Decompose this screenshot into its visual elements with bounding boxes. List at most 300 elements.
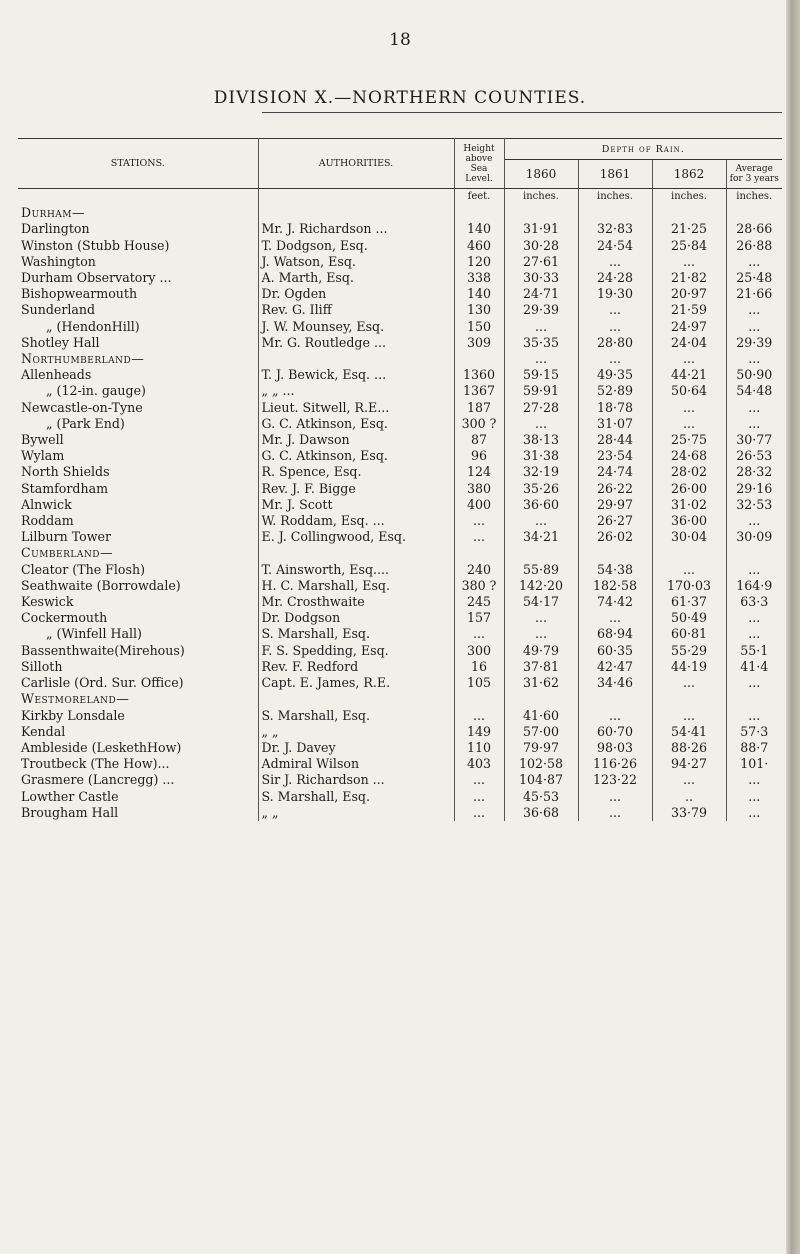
cell-y1862: 50·49 (652, 610, 726, 626)
cell-height: 245 (454, 594, 504, 610)
cell-y1861: ... (578, 302, 652, 318)
cell-y1861: 26·22 (578, 481, 652, 497)
authority-name: Rev. G. Iliff (258, 302, 454, 318)
cell-height: 400 (454, 497, 504, 513)
cell-y1862 (652, 545, 726, 561)
authority-name: A. Marth, Esq. (258, 270, 454, 286)
station-name: Newcastle-on-Tyne (18, 400, 258, 416)
division-title: DIVISION X.—NORTHERN COUNTIES. (213, 88, 587, 108)
station-name: Wylam (18, 448, 258, 464)
station-name: „ (Winfell Hall) (18, 626, 258, 642)
station-row (18, 756, 782, 772)
station-name: Lowther Castle (18, 789, 258, 805)
station-name: Bywell (18, 432, 258, 448)
cell-avg: ... (748, 788, 761, 804)
cell-y1860: 29·39 (504, 302, 578, 318)
cell-y1860: 24·71 (504, 286, 578, 302)
station-row (18, 221, 782, 237)
cell-y1861: 28·44 (578, 432, 652, 448)
region-name: Cumberland— (18, 545, 258, 561)
cell-y1860: 55·89 (504, 562, 578, 578)
cell-avg: 25·48 (736, 270, 773, 286)
header-authorities: AUTHORITIES. (258, 139, 454, 189)
header-year-1862: 1862 (652, 160, 726, 189)
station-row (18, 335, 782, 351)
station-name: Silloth (18, 659, 258, 675)
cell-height: 240 (454, 562, 504, 578)
station-row (18, 319, 782, 335)
cell-y1862: 54·41 (652, 724, 726, 740)
header-year-1860: 1860 (504, 160, 578, 189)
cell-y1861: 29·97 (578, 497, 652, 513)
cell-y1861: 31·07 (578, 416, 652, 432)
cell-y1861: ... (578, 708, 652, 724)
station-row (18, 724, 782, 740)
cell-y1861: 182·58 (578, 578, 652, 594)
cell-avg: ... (748, 399, 761, 415)
station-row (18, 626, 782, 642)
cell-avg: ... (748, 253, 761, 269)
cell-y1860: 41·60 (504, 708, 578, 724)
region-name: Westmoreland— (18, 691, 258, 707)
cell-y1862: 60·81 (652, 626, 726, 642)
cell-avg: 41·4 (740, 658, 769, 674)
authority-name: Dr. J. Davey (258, 740, 454, 756)
cell-y1862 (652, 205, 726, 221)
cell-y1861 (578, 545, 652, 561)
cell-y1860: 35·35 (504, 335, 578, 351)
cell-avg: ... (748, 772, 761, 788)
cell-y1861: ... (578, 351, 652, 367)
cell-height: 380 (454, 481, 504, 497)
cell-height: 300 ? (454, 416, 504, 432)
station-row (18, 513, 782, 529)
cell-y1862: ... (652, 351, 726, 367)
cell-y1862: 21·82 (652, 270, 726, 286)
region-name: Northumberland— (18, 351, 258, 367)
authority-name: Mr. Crosthwaite (258, 594, 454, 610)
cell-y1861: 26·27 (578, 513, 652, 529)
page-number: 18 (389, 30, 411, 50)
cell-avg: 88·7 (740, 739, 769, 755)
cell-avg: 63·3 (740, 594, 769, 610)
cell-y1860: 54·17 (504, 594, 578, 610)
cell-y1861: 54·38 (578, 562, 652, 578)
cell-y1860: 59·15 (504, 367, 578, 383)
cell-avg: 26·53 (736, 448, 773, 464)
cell-y1860: 59·91 (504, 383, 578, 399)
cell-y1861: ... (578, 805, 652, 821)
page-edge-shadow (786, 0, 800, 1254)
authority-name: Dr. Dodgson (258, 610, 454, 626)
cell-y1862: ... (652, 675, 726, 691)
cell-height (454, 351, 504, 367)
cell-height: 16 (454, 659, 504, 675)
cell-y1861: ... (578, 610, 652, 626)
station-name: Lilburn Tower (18, 529, 258, 545)
authority-name: T. J. Bewick, Esq. ... (258, 367, 454, 383)
cell-y1862: 21·25 (652, 221, 726, 237)
rainfall-table (18, 138, 782, 821)
station-row (18, 594, 782, 610)
station-name: Darlington (18, 221, 258, 237)
station-row (18, 302, 782, 318)
station-name: Bishopwearmouth (18, 286, 258, 302)
authority-name: Capt. E. James, R.E. (258, 675, 454, 691)
cell-y1860: ... (504, 513, 578, 529)
cell-y1862: 30·04 (652, 529, 726, 545)
region-row (18, 691, 782, 707)
cell-y1862: 55·29 (652, 643, 726, 659)
cell-avg: ... (748, 804, 761, 820)
cell-avg: ... (748, 302, 761, 318)
cell-y1862: 20·97 (652, 286, 726, 302)
cell-y1861: 24·74 (578, 464, 652, 480)
authority-name: W. Roddam, Esq. ... (258, 513, 454, 529)
cell-height: 1360 (454, 367, 504, 383)
cell-y1861: 68·94 (578, 626, 652, 642)
cell-y1860 (504, 205, 578, 221)
cell-y1862: 36·00 (652, 513, 726, 529)
cell-height: 309 (454, 335, 504, 351)
authority-name: T. Dodgson, Esq. (258, 238, 454, 254)
cell-y1861: 32·83 (578, 221, 652, 237)
authority-name (258, 351, 454, 367)
station-name: Washington (18, 254, 258, 270)
authority-name: S. Marshall, Esq. (258, 789, 454, 805)
station-name: Kirkby Lonsdale (18, 708, 258, 724)
station-row (18, 432, 782, 448)
station-row (18, 383, 782, 399)
station-row (18, 562, 782, 578)
cell-avg: ... (748, 561, 761, 577)
station-row (18, 286, 782, 302)
cell-y1860: ... (504, 416, 578, 432)
station-name: Seathwaite (Borrowdale) (18, 578, 258, 594)
cell-y1861: 60·70 (578, 724, 652, 740)
title-rule (262, 112, 782, 113)
cell-height: 149 (454, 724, 504, 740)
cell-y1862: ... (652, 400, 726, 416)
cell-avg: 101· (740, 756, 769, 772)
station-row (18, 610, 782, 626)
header-average: Average for 3 years (726, 160, 782, 189)
station-row (18, 238, 782, 254)
cell-avg: ... (748, 626, 761, 642)
station-row (18, 643, 782, 659)
cell-y1860: 27·28 (504, 400, 578, 416)
cell-height: 380 ? (454, 578, 504, 594)
cell-avg: 32·53 (736, 496, 773, 512)
cell-y1861: 49·35 (578, 367, 652, 383)
station-row (18, 448, 782, 464)
station-name: North Shields (18, 464, 258, 480)
cell-avg: 29·39 (736, 334, 773, 350)
cell-avg: 54·48 (736, 383, 773, 399)
cell-height: ... (454, 513, 504, 529)
cell-avg (726, 205, 782, 221)
header-height: Height above Sea Level. (454, 139, 504, 189)
unit-1862: inches. (652, 189, 726, 206)
cell-height: 150 (454, 319, 504, 335)
cell-y1861: 123·22 (578, 772, 652, 788)
authority-name: Mr. J. Dawson (258, 432, 454, 448)
cell-y1862: 170·03 (652, 578, 726, 594)
station-name: Troutbeck (The How)... (18, 756, 258, 772)
cell-y1860: 104·87 (504, 772, 578, 788)
authority-name: Rev. F. Redford (258, 659, 454, 675)
region-row (18, 205, 782, 221)
cell-y1860: 57·00 (504, 724, 578, 740)
cell-y1861: 116·26 (578, 756, 652, 772)
station-row (18, 659, 782, 675)
cell-y1860: 31·38 (504, 448, 578, 464)
cell-y1860: 35·26 (504, 481, 578, 497)
cell-avg: 164·9 (736, 577, 773, 593)
station-row (18, 481, 782, 497)
station-name: Kendal (18, 724, 258, 740)
authority-name: Mr. G. Routledge ... (258, 335, 454, 351)
station-row (18, 805, 782, 821)
cell-y1862: 31·02 (652, 497, 726, 513)
cell-y1861: 52·89 (578, 383, 652, 399)
station-name: Ambleside (LeskethHow) (18, 740, 258, 756)
cell-y1862: ... (652, 708, 726, 724)
unit-1860: inches. (504, 189, 578, 206)
cell-avg (726, 545, 782, 561)
station-row (18, 367, 782, 383)
station-row (18, 675, 782, 691)
station-name: Stamfordham (18, 481, 258, 497)
authority-name: Lieut. Sitwell, R.E... (258, 400, 454, 416)
cell-y1861: ... (578, 254, 652, 270)
cell-y1861: 23·54 (578, 448, 652, 464)
cell-y1860: 36·68 (504, 805, 578, 821)
cell-y1860: 32·19 (504, 464, 578, 480)
cell-avg: ... (748, 318, 761, 334)
authority-name: S. Marshall, Esq. (258, 708, 454, 724)
cell-y1861: 18·78 (578, 400, 652, 416)
cell-avg: 50·90 (736, 367, 773, 383)
cell-y1861: 34·46 (578, 675, 652, 691)
cell-height: 130 (454, 302, 504, 318)
cell-y1861: 98·03 (578, 740, 652, 756)
cell-height: 140 (454, 221, 504, 237)
cell-y1862: 24·68 (652, 448, 726, 464)
cell-y1862: ... (652, 772, 726, 788)
station-name: Durham Observatory ... (18, 270, 258, 286)
cell-y1862: 28·02 (652, 464, 726, 480)
station-row (18, 578, 782, 594)
cell-y1860: 31·91 (504, 221, 578, 237)
authority-name (258, 545, 454, 561)
station-row (18, 772, 782, 788)
cell-height: 96 (454, 448, 504, 464)
authority-name (258, 691, 454, 707)
cell-avg: ... (748, 351, 761, 367)
unit-height: feet. (454, 189, 504, 206)
authority-name: Mr. J. Richardson ... (258, 221, 454, 237)
cell-y1862: 33·79 (652, 805, 726, 821)
station-name: Brougham Hall (18, 805, 258, 821)
cell-y1860 (504, 691, 578, 707)
cell-y1862: 61·37 (652, 594, 726, 610)
cell-avg: 28·66 (736, 221, 773, 237)
cell-y1861: 26·02 (578, 529, 652, 545)
cell-y1862: 50·64 (652, 383, 726, 399)
cell-y1860: 37·81 (504, 659, 578, 675)
unit-1861: inches. (578, 189, 652, 206)
cell-y1860: 31·62 (504, 675, 578, 691)
cell-avg: 28·32 (736, 464, 773, 480)
cell-y1862: 24·04 (652, 335, 726, 351)
station-row (18, 529, 782, 545)
station-name: Winston (Stubb House) (18, 238, 258, 254)
cell-y1862: 25·75 (652, 432, 726, 448)
cell-avg: 26·88 (736, 237, 773, 253)
cell-y1861: 24·54 (578, 238, 652, 254)
cell-y1860: ... (504, 626, 578, 642)
units-row (18, 189, 782, 206)
station-name: Keswick (18, 594, 258, 610)
station-row (18, 416, 782, 432)
station-name: „ (12-in. gauge) (18, 383, 258, 399)
cell-avg: ... (748, 707, 761, 723)
authority-name (258, 205, 454, 221)
cell-y1861 (578, 205, 652, 221)
cell-height: ... (454, 789, 504, 805)
cell-y1861: ... (578, 319, 652, 335)
cell-y1860: ... (504, 351, 578, 367)
cell-y1862: 88·26 (652, 740, 726, 756)
cell-height: 87 (454, 432, 504, 448)
authority-name: S. Marshall, Esq. (258, 626, 454, 642)
cell-avg: 29·16 (736, 480, 773, 496)
authority-name: Admiral Wilson (258, 756, 454, 772)
authority-name: J. W. Mounsey, Esq. (258, 319, 454, 335)
cell-y1861: 74·42 (578, 594, 652, 610)
header-stations: STATIONS. (18, 139, 258, 189)
station-name: Sunderland (18, 302, 258, 318)
authority-name: „ „ ... (258, 383, 454, 399)
authority-name: J. Watson, Esq. (258, 254, 454, 270)
cell-y1862: 44·19 (652, 659, 726, 675)
station-name: Grasmere (Lancregg) ... (18, 772, 258, 788)
cell-y1862: 44·21 (652, 367, 726, 383)
authority-name: F. S. Spedding, Esq. (258, 643, 454, 659)
authority-name: Mr. J. Scott (258, 497, 454, 513)
cell-height: 460 (454, 238, 504, 254)
authority-name: Rev. J. F. Bigge (258, 481, 454, 497)
cell-y1861: 60·35 (578, 643, 652, 659)
cell-y1862: .. (652, 789, 726, 805)
station-name: „ (Park End) (18, 416, 258, 432)
cell-y1861: ... (578, 789, 652, 805)
authority-name: E. J. Collingwood, Esq. (258, 529, 454, 545)
cell-y1860: 45·53 (504, 789, 578, 805)
cell-height: 110 (454, 740, 504, 756)
station-row (18, 464, 782, 480)
cell-y1861 (578, 691, 652, 707)
station-name: Shotley Hall (18, 335, 258, 351)
authority-name: T. Ainsworth, Esq.... (258, 562, 454, 578)
cell-y1860: 102·58 (504, 756, 578, 772)
region-row (18, 351, 782, 367)
cell-y1862 (652, 691, 726, 707)
station-row (18, 740, 782, 756)
cell-y1860: ... (504, 319, 578, 335)
cell-avg: 30·77 (736, 432, 773, 448)
cell-avg: ... (748, 415, 761, 431)
cell-height: 124 (454, 464, 504, 480)
station-row (18, 400, 782, 416)
station-row (18, 789, 782, 805)
cell-height (454, 545, 504, 561)
cell-y1862: 25·84 (652, 238, 726, 254)
station-name: Cockermouth (18, 610, 258, 626)
station-row (18, 497, 782, 513)
station-row (18, 270, 782, 286)
header-depth-of-rain: Depth of Rain. (504, 139, 782, 160)
unit-average: inches. (736, 191, 773, 202)
cell-y1861: 28·80 (578, 335, 652, 351)
authority-name: G. C. Atkinson, Esq. (258, 416, 454, 432)
cell-height: 187 (454, 400, 504, 416)
cell-height: 157 (454, 610, 504, 626)
cell-y1860: 49·79 (504, 643, 578, 659)
cell-height: 300 (454, 643, 504, 659)
cell-height: 105 (454, 675, 504, 691)
cell-y1860: 27·61 (504, 254, 578, 270)
cell-y1861: 42·47 (578, 659, 652, 675)
station-name: „ (HendonHill) (18, 319, 258, 335)
cell-y1861: 24·28 (578, 270, 652, 286)
cell-avg: ... (748, 610, 761, 626)
cell-height: ... (454, 805, 504, 821)
authority-name: „ „ (258, 724, 454, 740)
cell-y1862: 26·00 (652, 481, 726, 497)
cell-avg: 21·66 (736, 286, 773, 302)
station-name: Alnwick (18, 497, 258, 513)
station-name: Allenheads (18, 367, 258, 383)
station-name: Carlisle (Ord. Sur. Office) (18, 675, 258, 691)
region-row (18, 545, 782, 561)
station-name: Bassenthwaite(Mirehous) (18, 643, 258, 659)
header-year-1861: 1861 (578, 160, 652, 189)
station-name: Cleator (The Flosh) (18, 562, 258, 578)
cell-height: 140 (454, 286, 504, 302)
cell-height (454, 205, 504, 221)
cell-height: 403 (454, 756, 504, 772)
authority-name: R. Spence, Esq. (258, 464, 454, 480)
cell-height: 120 (454, 254, 504, 270)
cell-avg: ... (748, 675, 761, 691)
authority-name: Dr. Ogden (258, 286, 454, 302)
cell-y1862: ... (652, 254, 726, 270)
station-row (18, 708, 782, 724)
cell-y1861: 19·30 (578, 286, 652, 302)
cell-height: ... (454, 529, 504, 545)
cell-height (454, 691, 504, 707)
cell-y1862: ... (652, 562, 726, 578)
cell-height: 338 (454, 270, 504, 286)
cell-y1862: ... (652, 416, 726, 432)
authority-name: G. C. Atkinson, Esq. (258, 448, 454, 464)
authority-name: H. C. Marshall, Esq. (258, 578, 454, 594)
cell-avg (726, 691, 782, 707)
cell-height: ... (454, 708, 504, 724)
cell-avg: ... (748, 513, 761, 529)
